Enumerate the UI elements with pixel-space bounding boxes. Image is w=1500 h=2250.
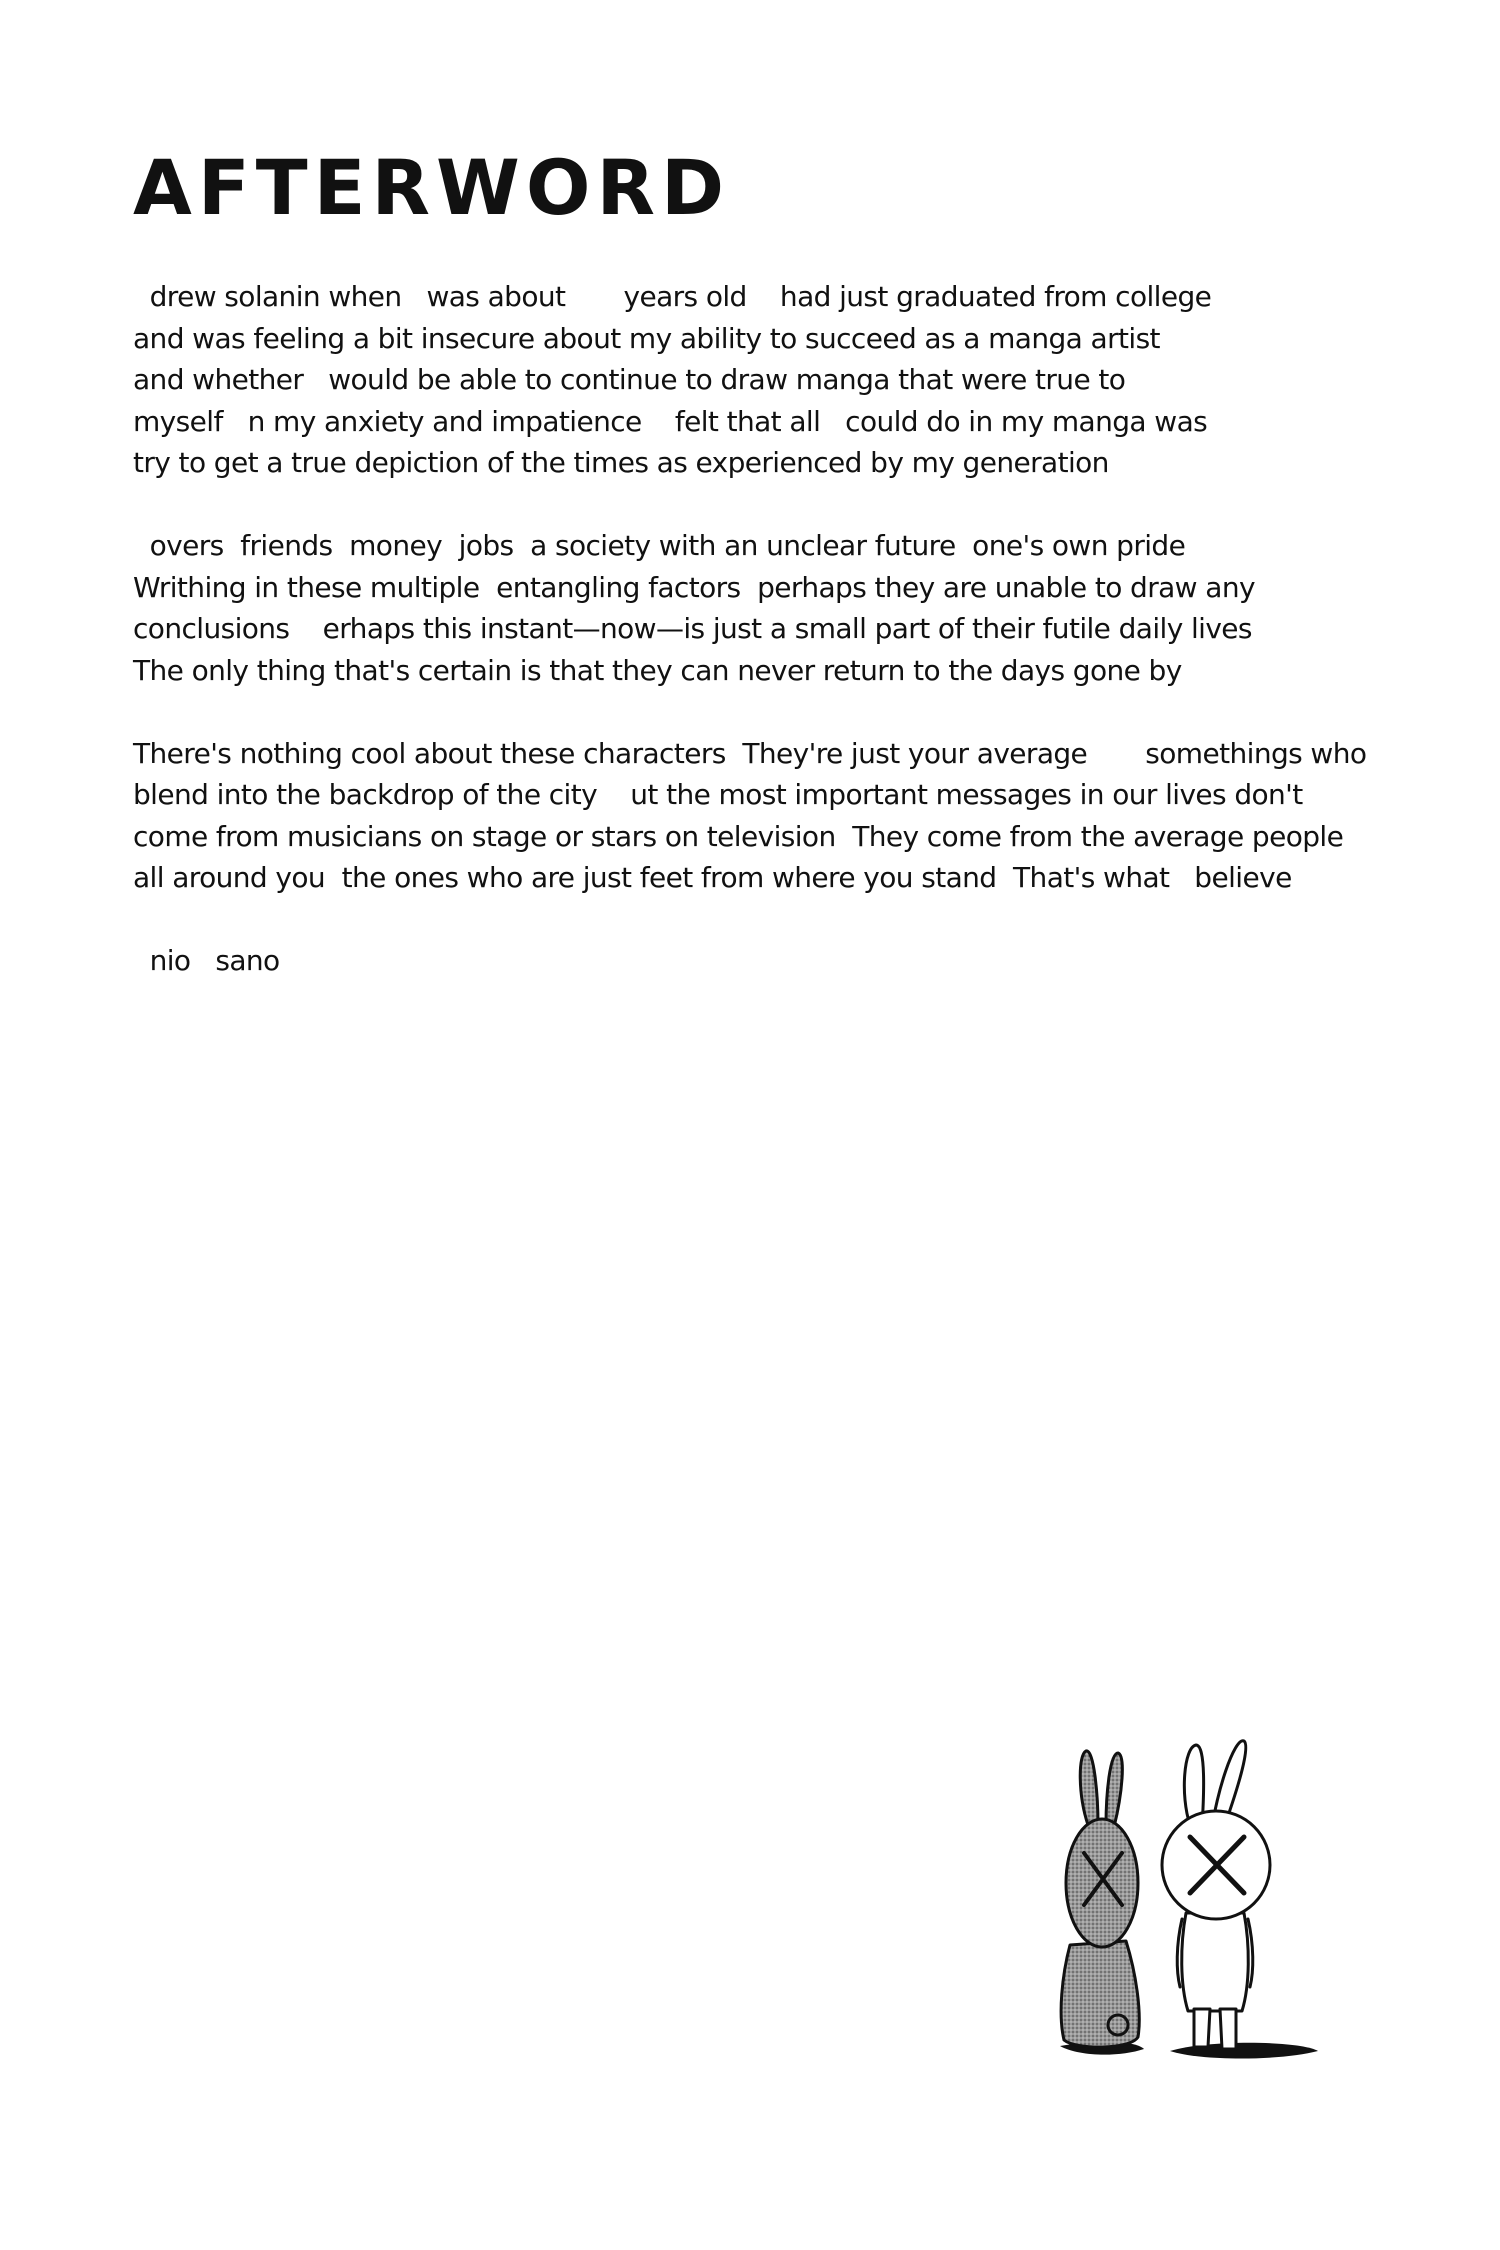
page-title: AFTERWORD (133, 143, 731, 232)
paragraph-3 (133, 733, 1393, 899)
text-line: overs friends money jobs a society with an unclear future one's own pride (133, 529, 1186, 562)
afterword-body (133, 276, 1393, 982)
text-line: drew solanin when was about years old had just graduated from college (133, 280, 1212, 313)
text-line: try to get a true depiction of the times as experienced by my generation (133, 446, 1109, 479)
text-line: all around you the ones who are just feet from where you stand That's what believe (133, 861, 1292, 894)
text-line: and whether would be able to continue to draw manga that were true to (133, 363, 1126, 396)
text-line: blend into the backdrop of the city ut the most important messages in our lives don't (133, 778, 1303, 811)
text-line: myself n my anxiety and impatience felt that all could do in my manga was (133, 404, 1208, 438)
text-line: There's nothing cool about these characters They're just your average somethings who (133, 736, 1367, 770)
text-line: The only thing that's certain is that they can never return to the days gone by (133, 653, 1182, 687)
text-line: conclusions erhaps this instant—now—is just a small part of their futile daily lives (133, 612, 1252, 645)
ground-shadow (1170, 2043, 1318, 2059)
text-line: Writhing in these multiple entangling factors perhaps they are unable to draw any (133, 570, 1255, 604)
text-line: come from musicians on stage or stars on television They come from the average people (133, 819, 1344, 853)
author-signature: nio sano (133, 944, 280, 977)
white-rabbit (1162, 1741, 1270, 2049)
grey-rabbit (1061, 1751, 1139, 2047)
text-line: and was feeling a bit insecure about my ability to succeed as a manga artist (133, 321, 1160, 355)
paragraph-2 (133, 525, 1393, 691)
paragraph-1 (133, 276, 1393, 484)
two-rabbits-icon (1040, 1735, 1325, 2065)
